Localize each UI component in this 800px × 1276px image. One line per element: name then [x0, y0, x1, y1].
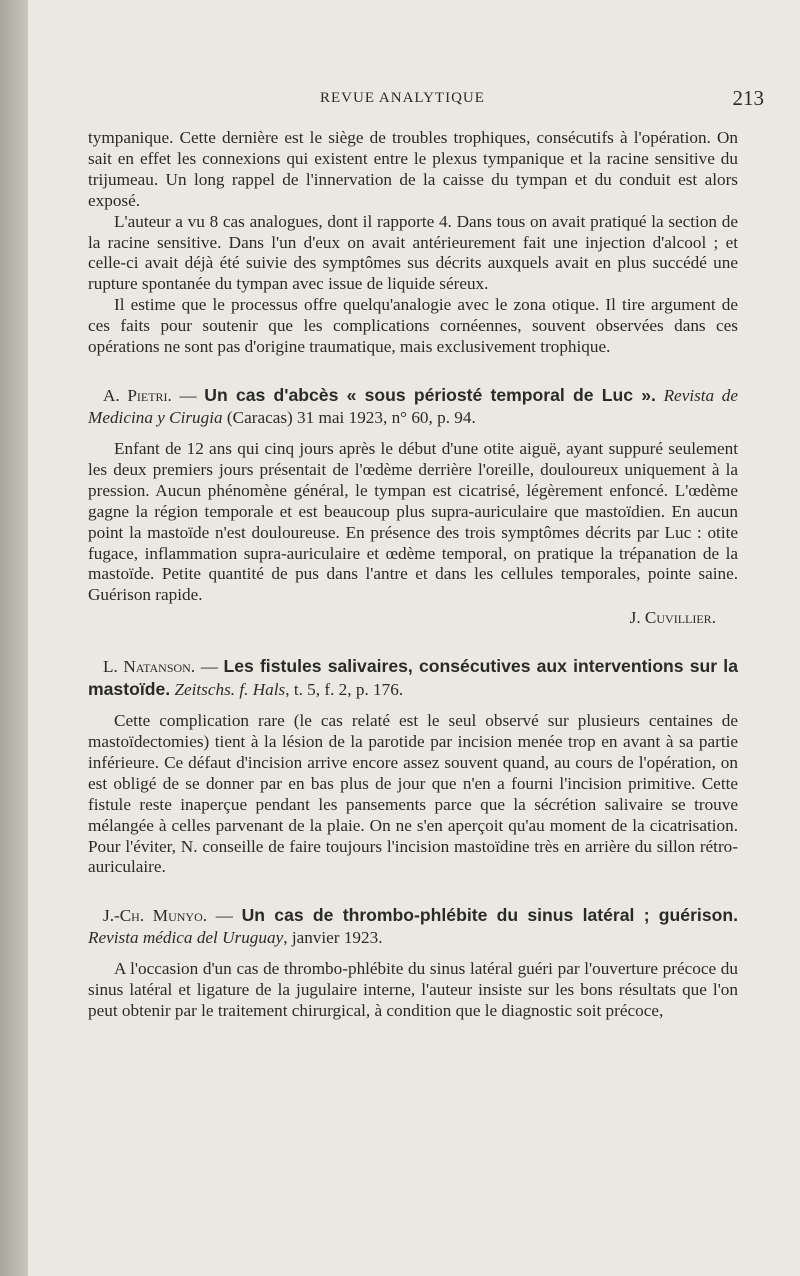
paragraph: L'auteur a vu 8 cas analogues, dont il rapporte 4. Dans tous on avait pratiqué la section de la racine sensitive. Dans l'un d'eux on avait antérieurement fait une injection d'alcool ; et celle-ci avait déjà été suivie des symptômes sus décrits auxquels avait en plus succédé une rupture spontanée du tympan avec issue de liquide séreux. [88, 211, 738, 294]
entry-heading-munyo [88, 904, 738, 949]
entry-citation: , janvier 1923. [283, 928, 383, 948]
journal-name: Revista de Medicina y Cirugia [88, 385, 738, 427]
entry-author: J.-Ch. Munyo. [103, 906, 208, 926]
entry-heading-pietri [88, 384, 738, 429]
page-body [88, 128, 738, 1022]
entry-title: Un cas de thrombo-phlébite du sinus latéral ; guérison. [241, 905, 738, 926]
entry-title: Un cas d'abcès « sous périosté temporal de Luc ». [204, 384, 656, 405]
entry-dash: — [171, 385, 205, 405]
journal-name: Zeitschs. f. Hals [174, 680, 286, 700]
entry-dash: — [195, 657, 224, 677]
entry-citation: , t. 5, f. 2, p. 176. [285, 680, 404, 700]
reviewer-signature: J. Cuvillier. [629, 608, 716, 628]
running-head: REVUE ANALYTIQUE [320, 90, 485, 106]
page-header [88, 88, 764, 112]
entry-dash: — [207, 906, 242, 926]
page-number: 213 [732, 86, 764, 110]
paragraph: Il estime que le processus offre quelqu'analogie avec le zona otique. Il tire argument de ces faits pour soutenir que les complications cornéennes, souvent observées dans ces opérations ne sont pas d'origine traumatique, mais exclusivement trophique. [88, 295, 738, 357]
entry-citation: (Caracas) 31 mai 1923, n° 60, p. 94. [222, 407, 476, 427]
journal-name: Revista médica del Uruguay [88, 928, 284, 948]
paragraph: Cette complication rare (le cas relaté est le seul observé sur plusieurs centaines de mastoïdectomies) tient à la lésion de la parotide par incision menée trop en avant à sa partie inférieure. Ce défaut d'incision arrive encore assez souvent quand, au cours de l'opération, on est obligé de se donner par en bas plus de jour que n'en a fourni l'incision primitive. Cette fistule reste inaperçue pendant les pansements parce que la sécrétion salivaire se trouve mélangée à celles parvenant de la plaie. On ne s'en aperçoit qu'au moment de la cicatrisation. Pour l'éviter, N. conseille de faire toujours l'incision mastoïdine très en arrière du sillon rétro-auriculaire. [88, 711, 738, 877]
entry-author: A. Pietri. [103, 385, 172, 405]
page-edge [0, 0, 28, 1276]
paragraph: Enfant de 12 ans qui cinq jours après le début d'une otite aiguë, ayant suppuré seulement les deux premiers jours présentait de l'œdème derrière l'oreille, douloureux uniquement à la pression. Aucun phénomène général, le tympan est cicatrisé, légèrement enfoncé. L'œdème gagne la région temporale et est beaucoup plus supra-auriculaire que mastoïdien. En aucun point la mastoïde n'est douloureuse. En présence des trois symptômes décrits par Luc : otite fugace, inflammation supra-auriculaire et œdème temporal, on pratique la trépanation de la mastoïde. Petite quantité de pus dans l'antre et dans les cellules temporales, pointe saine. Guérison rapide. [88, 438, 738, 605]
entry-title: Les fistules salivaires, consécutives aux interventions sur la mastoïde. [88, 656, 738, 700]
entry-heading-natanson [88, 655, 738, 701]
entry-author: L. Natanson. [103, 657, 196, 677]
paragraph: A l'occasion d'un cas de thrombo-phlébite du sinus latéral guéri par l'ouverture précoce du sinus latéral et ligature de la jugulaire interne, l'auteur insiste sur les bons résultats que l'on peut obtenir par le traitement chirurgical, à condition que le diagnostic soit précoce, [88, 959, 738, 1021]
continued-paragraph: tympanique. Cette dernière est le siège de troubles trophiques, consécutifs à l'opération. On sait en effet les connexions qui existent entre le plexus tympanique et la racine sensitive du trijumeau. Un long rappel de l'innervation de la caisse du tympan et du conduit est alors exposé. [88, 128, 738, 210]
